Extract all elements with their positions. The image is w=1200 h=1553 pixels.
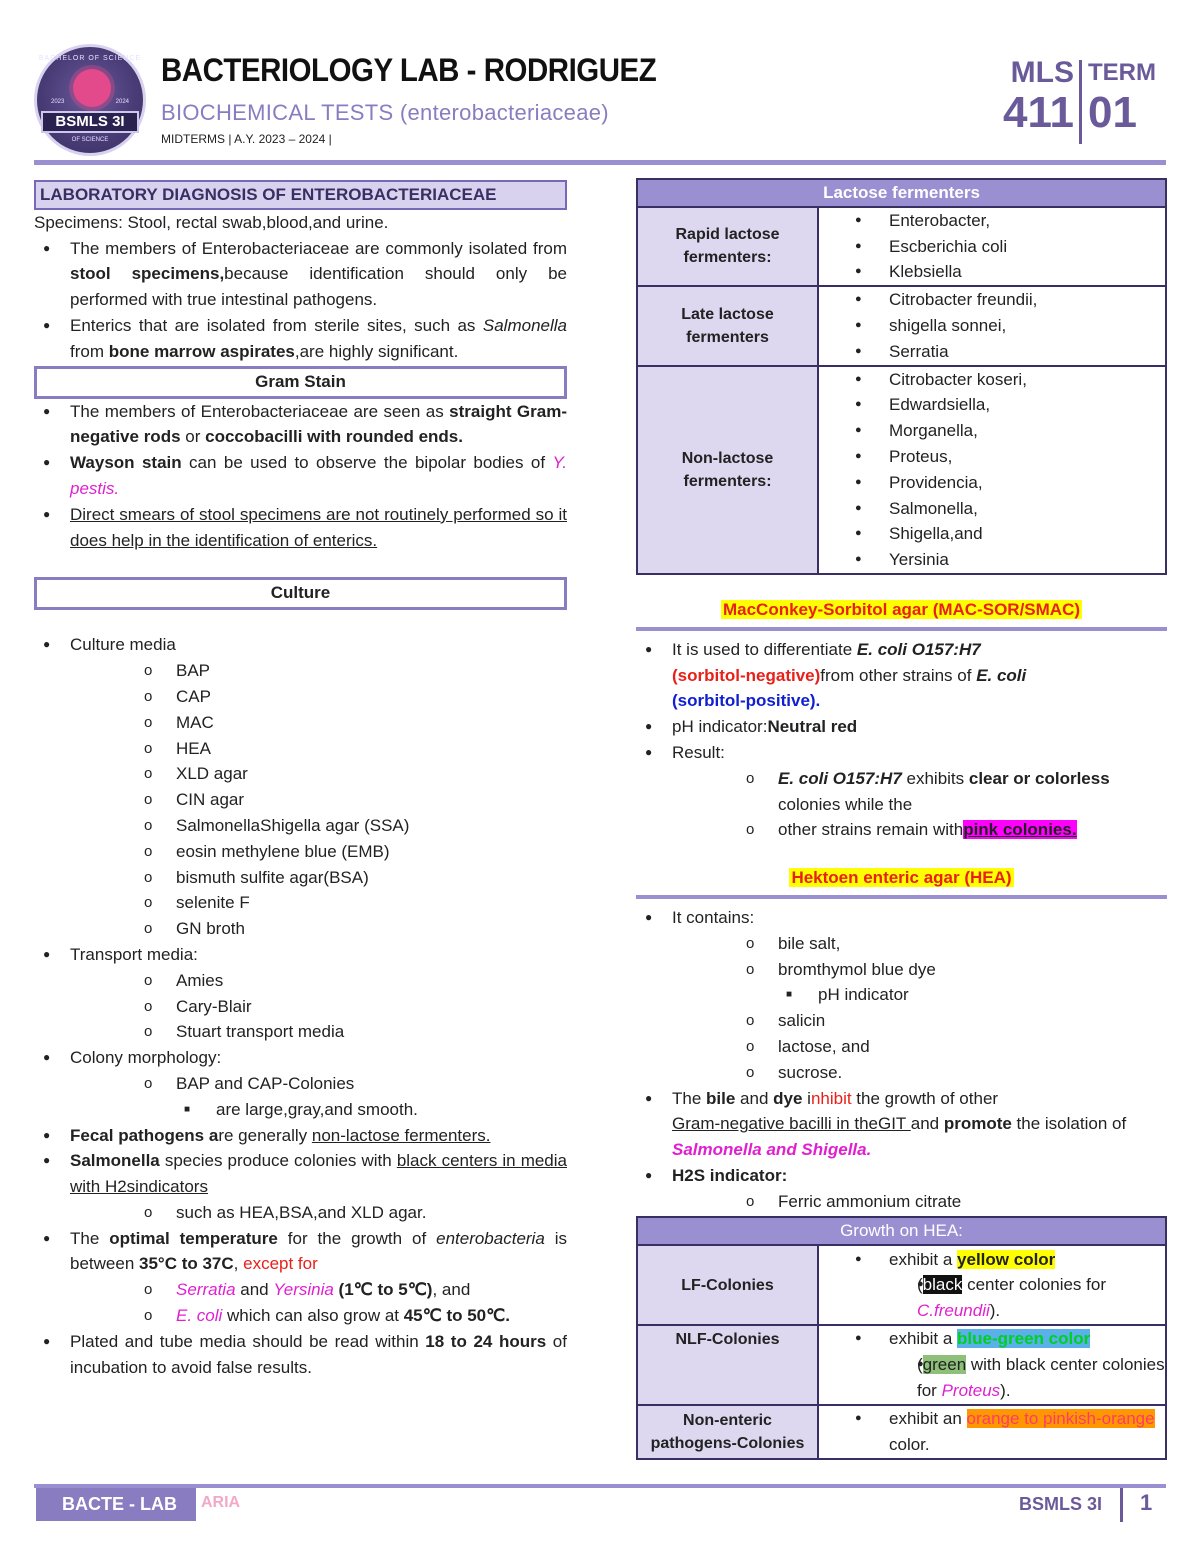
list-item: o SalmonellaShigella agar (SSA) xyxy=(140,813,567,839)
term-number: 01 xyxy=(1088,88,1137,137)
list-item: ● The optimal temperature for the growth of enterobacteria is between 35°C to 37C, except for xyxy=(34,1226,567,1278)
list-item: ● Salmonella, xyxy=(819,496,1165,522)
list-item: ● Shigella,and xyxy=(819,521,1165,547)
culture-list xyxy=(34,632,567,658)
list-item: ● Plated and tube media should be read within 18 to 24 hours of incubation to avoid false results. xyxy=(34,1329,567,1381)
list-item: o XLD agar xyxy=(140,761,567,787)
list-item: o sucrose. xyxy=(742,1060,1167,1086)
footer-author: ARIA xyxy=(201,1494,241,1511)
list-item: o bromthymol blue dye xyxy=(742,957,1167,983)
footer-bar xyxy=(1120,1488,1123,1522)
salmonella-sub-list xyxy=(140,1200,567,1226)
footer-section: BSMLS 3I xyxy=(1018,1494,1102,1514)
list-item: ● (black center colonies for C.freundii). xyxy=(881,1272,1165,1324)
list-item: ● Providencia, xyxy=(819,470,1165,496)
logo-year-left: 2023 xyxy=(51,99,65,105)
list-item: ● shigella sonnei, xyxy=(819,313,1165,339)
specimens-line: Specimens: Stool, rectal swab,blood,and urine. xyxy=(34,212,389,232)
list-item: o eosin methylene blue (EMB) xyxy=(140,839,567,865)
term-block xyxy=(1088,58,1156,138)
list-item: o BAP xyxy=(140,658,567,684)
list-item: ● (green with black center colonies for Proteus). xyxy=(881,1352,1165,1404)
term-label: TERM xyxy=(1088,59,1156,86)
row-label: Rapid lactose fermenters: xyxy=(637,207,818,286)
left-column xyxy=(34,180,567,1380)
right-column xyxy=(636,178,1167,1460)
table-row xyxy=(637,1405,1166,1459)
list-item: ● Enterobacter, xyxy=(819,208,1165,234)
list-item: ● Transport media: xyxy=(34,942,567,968)
hea-divider xyxy=(636,895,1167,899)
transport-list xyxy=(34,942,567,968)
list-item: ● The members of Enterobacteriaceae are seen as straight Gram-negative rods or coccobacilli with rounded ends. xyxy=(34,399,567,451)
culture-list-2 xyxy=(34,1123,567,1200)
logo-year-right: 2024 xyxy=(115,99,129,105)
list-item: ● Colony morphology: xyxy=(34,1045,567,1071)
h2s-sub-list xyxy=(742,1189,1167,1215)
row-label: Non-enteric pathogens-Colonies xyxy=(637,1405,818,1459)
growth-on-hea-table xyxy=(636,1216,1167,1459)
row-items xyxy=(818,1325,1166,1404)
list-item: o E. coli which can also grow at 45℃ to 50℃. xyxy=(140,1303,567,1329)
page-title: BACTERIOLOGY LAB - RODRIGUEZ xyxy=(161,52,657,88)
hea-ph-list xyxy=(782,982,1167,1008)
list-item: ● It contains: xyxy=(636,905,1167,931)
colony-subsub-list xyxy=(180,1097,567,1123)
gram-stain-list xyxy=(34,399,567,554)
course-number: 411 xyxy=(1003,88,1074,137)
hea-heading: Hektoen enteric agar (HEA) xyxy=(791,868,1012,888)
list-item: o Serratia and Yersinia (1℃ to 5℃), and xyxy=(140,1277,567,1303)
table-row xyxy=(637,207,1166,286)
badge-divider xyxy=(1079,60,1082,144)
mac-heading: MacConkey-Sorbitol agar (MAC-SOR/SMAC) xyxy=(722,599,1081,619)
colony-sub-list xyxy=(140,1071,567,1097)
row-label: NLF-Colonies xyxy=(637,1325,818,1404)
footer-divider xyxy=(34,1484,1166,1488)
list-item: ● Culture media xyxy=(34,632,567,658)
row-items xyxy=(818,1245,1166,1325)
list-item: o E. coli O157:H7 exhibits clear or colorless colonies while the xyxy=(742,766,1167,818)
list-item: ● Serratia xyxy=(819,339,1165,365)
list-item: ■ are large,gray,and smooth. xyxy=(180,1097,567,1123)
list-item: o bismuth sulfite agar(BSA) xyxy=(140,865,567,891)
list-item: ■ pH indicator xyxy=(782,982,1167,1008)
list-item: o GN broth xyxy=(140,916,567,942)
row-items xyxy=(818,207,1166,286)
hea-list xyxy=(636,905,1167,931)
footer-course-tag: BACTE - LAB xyxy=(36,1488,196,1521)
course-code-text: MLS xyxy=(1010,56,1074,89)
table-row xyxy=(637,1245,1166,1325)
mac-list xyxy=(636,637,1167,766)
list-item: ● Direct smears of stool specimens are not routinely performed so it does help in the identification of enterics. xyxy=(34,502,567,554)
list-item: ● Enterics that are isolated from sterile sites, such as Salmonella from bone marrow aspirates,are highly significant. xyxy=(34,313,567,365)
list-item: ● Citrobacter koseri, xyxy=(819,367,1165,393)
hea-contents-list-2 xyxy=(742,1008,1167,1085)
list-item: ● Escberichia coli xyxy=(819,234,1165,260)
list-item: ● H2S indicator: xyxy=(636,1163,1167,1189)
transport-media-list xyxy=(140,968,567,1045)
list-item: o lactose, and xyxy=(742,1034,1167,1060)
section-heading-culture: Culture xyxy=(34,577,567,610)
list-item: ● pH indicator:Neutral red xyxy=(636,714,1167,740)
row-items xyxy=(818,366,1166,574)
list-item: o Stuart transport media xyxy=(140,1019,567,1045)
list-item: ● Fecal pathogens are generally non-lactose fermenters. xyxy=(34,1123,567,1149)
list-item: ● Wayson stain can be used to observe the bipolar bodies of Y. pestis. xyxy=(34,450,567,502)
list-item: ● exhibit a yellow color xyxy=(819,1247,1165,1273)
list-item: ● exhibit an orange to pinkish-orange color. xyxy=(819,1406,1165,1458)
mac-result-list xyxy=(742,766,1167,843)
row-label: Non-lactose fermenters: xyxy=(637,366,818,574)
list-item: o other strains remain withpink colonies. xyxy=(742,817,1167,843)
list-item: ● Citrobacter freundii, xyxy=(819,287,1165,313)
table-header: Growth on HEA: xyxy=(637,1217,1166,1245)
page-number: 1 xyxy=(1140,1490,1153,1515)
virus-icon xyxy=(73,69,111,107)
list-item: ● Salmonella species produce colonies with black centers in media with H2sindicators xyxy=(34,1148,567,1200)
temperature-sub-list xyxy=(140,1277,567,1329)
mac-divider xyxy=(636,627,1167,631)
midterms-label: MIDTERMS | A.Y. 2023 – 2024 | xyxy=(161,132,332,146)
list-item: ● The members of Enterobacteriaceae are commonly isolated from stool specimens,because identification should only be performed with true intestinal pathogens. xyxy=(34,236,567,313)
list-item: ● Klebsiella xyxy=(819,259,1165,285)
list-item: ● Result: xyxy=(636,740,1167,766)
colony-list xyxy=(34,1045,567,1071)
list-item: ● Morganella, xyxy=(819,418,1165,444)
course-code xyxy=(996,58,1074,138)
list-item: ● exhibit a blue-green color xyxy=(819,1326,1165,1352)
list-item: o selenite F xyxy=(140,890,567,916)
header-divider xyxy=(34,160,1166,165)
culture-list-4 xyxy=(34,1329,567,1381)
list-item: ● Edwardsiella, xyxy=(819,392,1165,418)
list-item: o CIN agar xyxy=(140,787,567,813)
culture-list-3 xyxy=(34,1226,567,1278)
list-item: o such as HEA,BSA,and XLD agar. xyxy=(140,1200,567,1226)
bsmls-logo xyxy=(34,44,146,156)
section-heading-gram-stain: Gram Stain xyxy=(34,366,567,399)
list-item: o CAP xyxy=(140,684,567,710)
lactose-fermenters-table xyxy=(636,178,1167,575)
hea-contents-list xyxy=(742,931,1167,983)
list-item: o Amies xyxy=(140,968,567,994)
list-item: o Ferric ammonium citrate xyxy=(742,1189,1167,1215)
list-item: ● The bile and dye inhibit the growth of other Gram-negative bacilli in theGIT and promote the isolation of Salmonella and Shigella. xyxy=(636,1086,1167,1163)
course-badge xyxy=(996,58,1158,148)
list-item: o salicin xyxy=(742,1008,1167,1034)
logo-banner: BSMLS 3I xyxy=(41,111,139,133)
table-row xyxy=(637,286,1166,365)
list-item: o Cary-Blair xyxy=(140,994,567,1020)
table-row xyxy=(637,1325,1166,1404)
list-item: ● Proteus, xyxy=(819,444,1165,470)
logo-ring-text: BACHELOR OF SCIENCE xyxy=(38,55,142,62)
lab-dx-list xyxy=(34,236,567,365)
culture-media-list xyxy=(140,658,567,942)
list-item: o BAP and CAP-Colonies xyxy=(140,1071,567,1097)
list-item: o HEA xyxy=(140,736,567,762)
logo-sub: OF SCIENCE xyxy=(71,137,109,143)
page-subtitle: BIOCHEMICAL TESTS (enterobacteriaceae) xyxy=(161,100,609,125)
list-item: ● Yersinia xyxy=(819,547,1165,573)
table-row xyxy=(637,366,1166,574)
row-label: Late lactose fermenters xyxy=(637,286,818,365)
section-heading-lab-diagnosis: LABORATORY DIAGNOSIS OF ENTEROBACTERIACEAE xyxy=(34,180,567,210)
hea-list-2 xyxy=(636,1086,1167,1189)
row-items xyxy=(818,286,1166,365)
table-header: Lactose fermenters xyxy=(637,179,1166,207)
list-item: o bile salt, xyxy=(742,931,1167,957)
row-label: LF-Colonies xyxy=(637,1245,818,1325)
list-item: o MAC xyxy=(140,710,567,736)
list-item: ● It is used to differentiate E. coli O157:H7 (sorbitol-negative)from other strains of E. coli (sorbitol-positive). xyxy=(636,637,1167,714)
row-items xyxy=(818,1405,1166,1459)
